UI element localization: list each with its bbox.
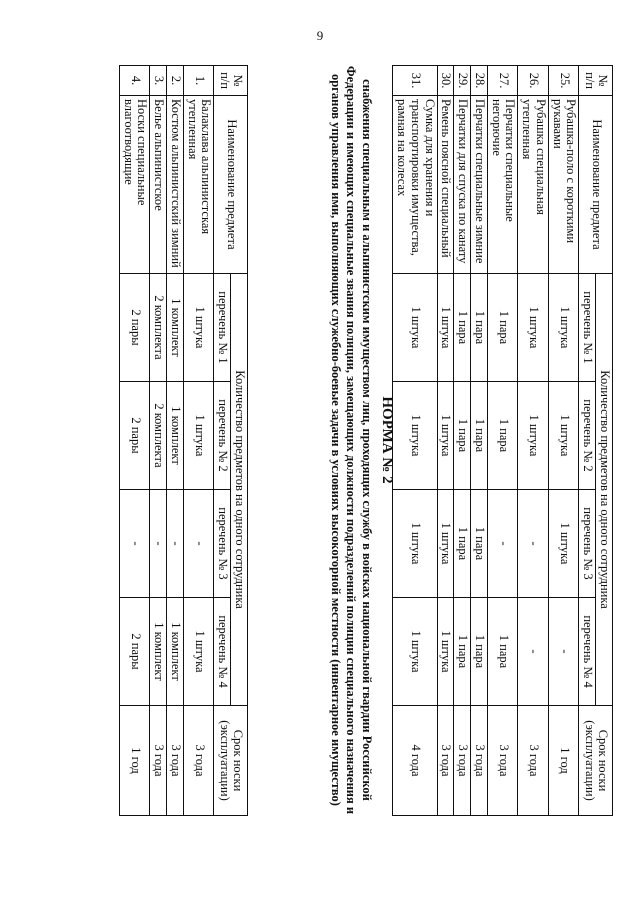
- qty-list-2: 1 пара: [454, 382, 471, 490]
- qty-list-4: 1 штука: [184, 598, 215, 706]
- qty-list-2: 1 штука: [184, 382, 215, 490]
- qty-list-1: 1 пара: [488, 274, 519, 382]
- col-list3-header: перечень № 3: [214, 490, 231, 598]
- qty-list-2: 1 пара: [488, 382, 519, 490]
- col-list4-header: перечень № 4: [214, 598, 231, 706]
- qty-list-4: 2 пары: [120, 598, 151, 706]
- wear-term: 3 года: [150, 706, 167, 816]
- qty-list-1: 1 комплект: [167, 274, 184, 382]
- col-term-header: Срок носки (эксплуатации): [214, 706, 248, 816]
- qty-list-2: 1 комплект: [167, 382, 184, 490]
- qty-list-1: 1 пара: [454, 274, 471, 382]
- qty-list-1: 1 пара: [471, 274, 488, 382]
- items-table-2: [119, 65, 248, 816]
- qty-list-3: -: [184, 490, 215, 598]
- qty-list-1: 1 штука: [549, 274, 580, 382]
- table-row: [518, 66, 549, 816]
- qty-list-1: 1 штука: [518, 274, 549, 382]
- col-num-header: № п/п: [579, 66, 613, 96]
- qty-list-3: 1 штука: [437, 490, 454, 598]
- qty-list-3: -: [120, 490, 151, 598]
- qty-list-3: 1 штука: [549, 490, 580, 598]
- item-name: Белье альпинистское: [150, 96, 167, 274]
- item-name: Сумка для хранения и транспортировки имущества, рамная на колесах: [393, 96, 437, 274]
- row-number: 28.: [471, 66, 488, 96]
- item-name: Ремень поясной специальный: [437, 96, 454, 274]
- qty-list-2: 1 штука: [549, 382, 580, 490]
- item-name: Перчатки специальные негорючие: [488, 96, 519, 274]
- table-row: [488, 66, 519, 816]
- row-number: 4.: [120, 66, 151, 96]
- qty-list-4: 1 штука: [393, 598, 437, 706]
- qty-list-3: -: [150, 490, 167, 598]
- row-number: 3.: [150, 66, 167, 96]
- wear-term: 3 года: [454, 706, 471, 816]
- qty-list-1: 2 комплекта: [150, 274, 167, 382]
- table-row: [393, 66, 437, 816]
- col-qty-header: Количество предметов на одного сотрудника: [596, 274, 613, 706]
- qty-list-3: -: [488, 490, 519, 598]
- col-name-header: Наименование предмета: [214, 96, 248, 274]
- row-number: 27.: [488, 66, 519, 96]
- col-name-header: Наименование предмета: [579, 96, 613, 274]
- col-num-header: № п/п: [214, 66, 248, 96]
- wear-term: 1 год: [120, 706, 151, 816]
- items-table-1: [393, 65, 614, 816]
- table-row: [471, 66, 488, 816]
- row-number: 31.: [393, 66, 437, 96]
- wear-term: 3 года: [471, 706, 488, 816]
- qty-list-1: 1 штука: [184, 274, 215, 382]
- table-row: [150, 66, 167, 816]
- qty-list-2: 2 комплекта: [150, 382, 167, 490]
- qty-list-4: 1 комплект: [150, 598, 167, 706]
- row-number: 29.: [454, 66, 471, 96]
- col-list3-header: перечень № 3: [579, 490, 596, 598]
- wear-term: 1 год: [549, 706, 580, 816]
- qty-list-2: 1 пара: [471, 382, 488, 490]
- item-name: Костюм альпинистский зимний: [167, 96, 184, 274]
- item-name: Рубашка специальная утепленная: [518, 96, 549, 274]
- wear-term: 3 года: [488, 706, 519, 816]
- qty-list-3: 1 пара: [471, 490, 488, 598]
- qty-list-2: 2 пары: [120, 382, 151, 490]
- qty-list-4: 1 штука: [437, 598, 454, 706]
- col-list2-header: перечень № 2: [214, 382, 231, 490]
- qty-list-3: -: [167, 490, 184, 598]
- table-row: [549, 66, 580, 816]
- item-name: Перчатки специальные зимние: [471, 96, 488, 274]
- row-number: 1.: [184, 66, 215, 96]
- table-row: [454, 66, 471, 816]
- col-list1-header: перечень № 1: [579, 274, 596, 382]
- item-name: Балаклава альпинистская утепленная: [184, 96, 215, 274]
- norma-title: НОРМА № 2: [379, 396, 395, 484]
- item-name: Рубашка-поло с короткими рукавами: [549, 96, 580, 274]
- row-number: 26.: [518, 66, 549, 96]
- wear-term: 3 года: [518, 706, 549, 816]
- table-row: [437, 66, 454, 816]
- item-name: Носки специальные влагоотводящие: [120, 96, 151, 274]
- row-number: 30.: [437, 66, 454, 96]
- col-term-header: Срок носки (эксплуатации): [579, 706, 613, 816]
- wear-term: 4 года: [393, 706, 437, 816]
- qty-list-4: -: [549, 598, 580, 706]
- qty-list-4: 1 пара: [471, 598, 488, 706]
- qty-list-3: 1 штука: [393, 490, 437, 598]
- qty-list-1: 1 штука: [437, 274, 454, 382]
- wear-term: 3 года: [437, 706, 454, 816]
- qty-list-3: -: [518, 490, 549, 598]
- row-number: 2.: [167, 66, 184, 96]
- qty-list-4: 1 пара: [488, 598, 519, 706]
- row-number: 25.: [549, 66, 580, 96]
- qty-list-1: 2 пары: [120, 274, 151, 382]
- qty-list-4: -: [518, 598, 549, 706]
- qty-list-2: 1 штука: [393, 382, 437, 490]
- col-list2-header: перечень № 2: [579, 382, 596, 490]
- item-name: Перчатки для спуска по канату: [454, 96, 471, 274]
- norma-subtitle: снабжения специальным и альпинистским имуществом лиц, проходящих службу в войсках национальной гвардии Российской Федерации и имеющих специальные звания полиции, замещающих должности подразделений полиции специального назначения и органов управления ими, выполняющих служебно-боевые задачи в условиях высокогорной местности (инвентарное имущество): [328, 65, 374, 815]
- page-number: 9: [316, 28, 324, 43]
- qty-list-4: 1 комплект: [167, 598, 184, 706]
- table-row: [120, 66, 151, 816]
- col-list4-header: перечень № 4: [579, 598, 596, 706]
- wear-term: 3 года: [184, 706, 215, 816]
- qty-list-4: 1 пара: [454, 598, 471, 706]
- wear-term: 3 года: [167, 706, 184, 816]
- qty-list-2: 1 штука: [518, 382, 549, 490]
- qty-list-3: 1 пара: [454, 490, 471, 598]
- qty-list-1: 1 штука: [393, 274, 437, 382]
- table-row: [184, 66, 215, 816]
- col-qty-header: Количество предметов на одного сотрудника: [231, 274, 248, 706]
- col-list1-header: перечень № 1: [214, 274, 231, 382]
- table-row: [167, 66, 184, 816]
- qty-list-2: 1 штука: [437, 382, 454, 490]
